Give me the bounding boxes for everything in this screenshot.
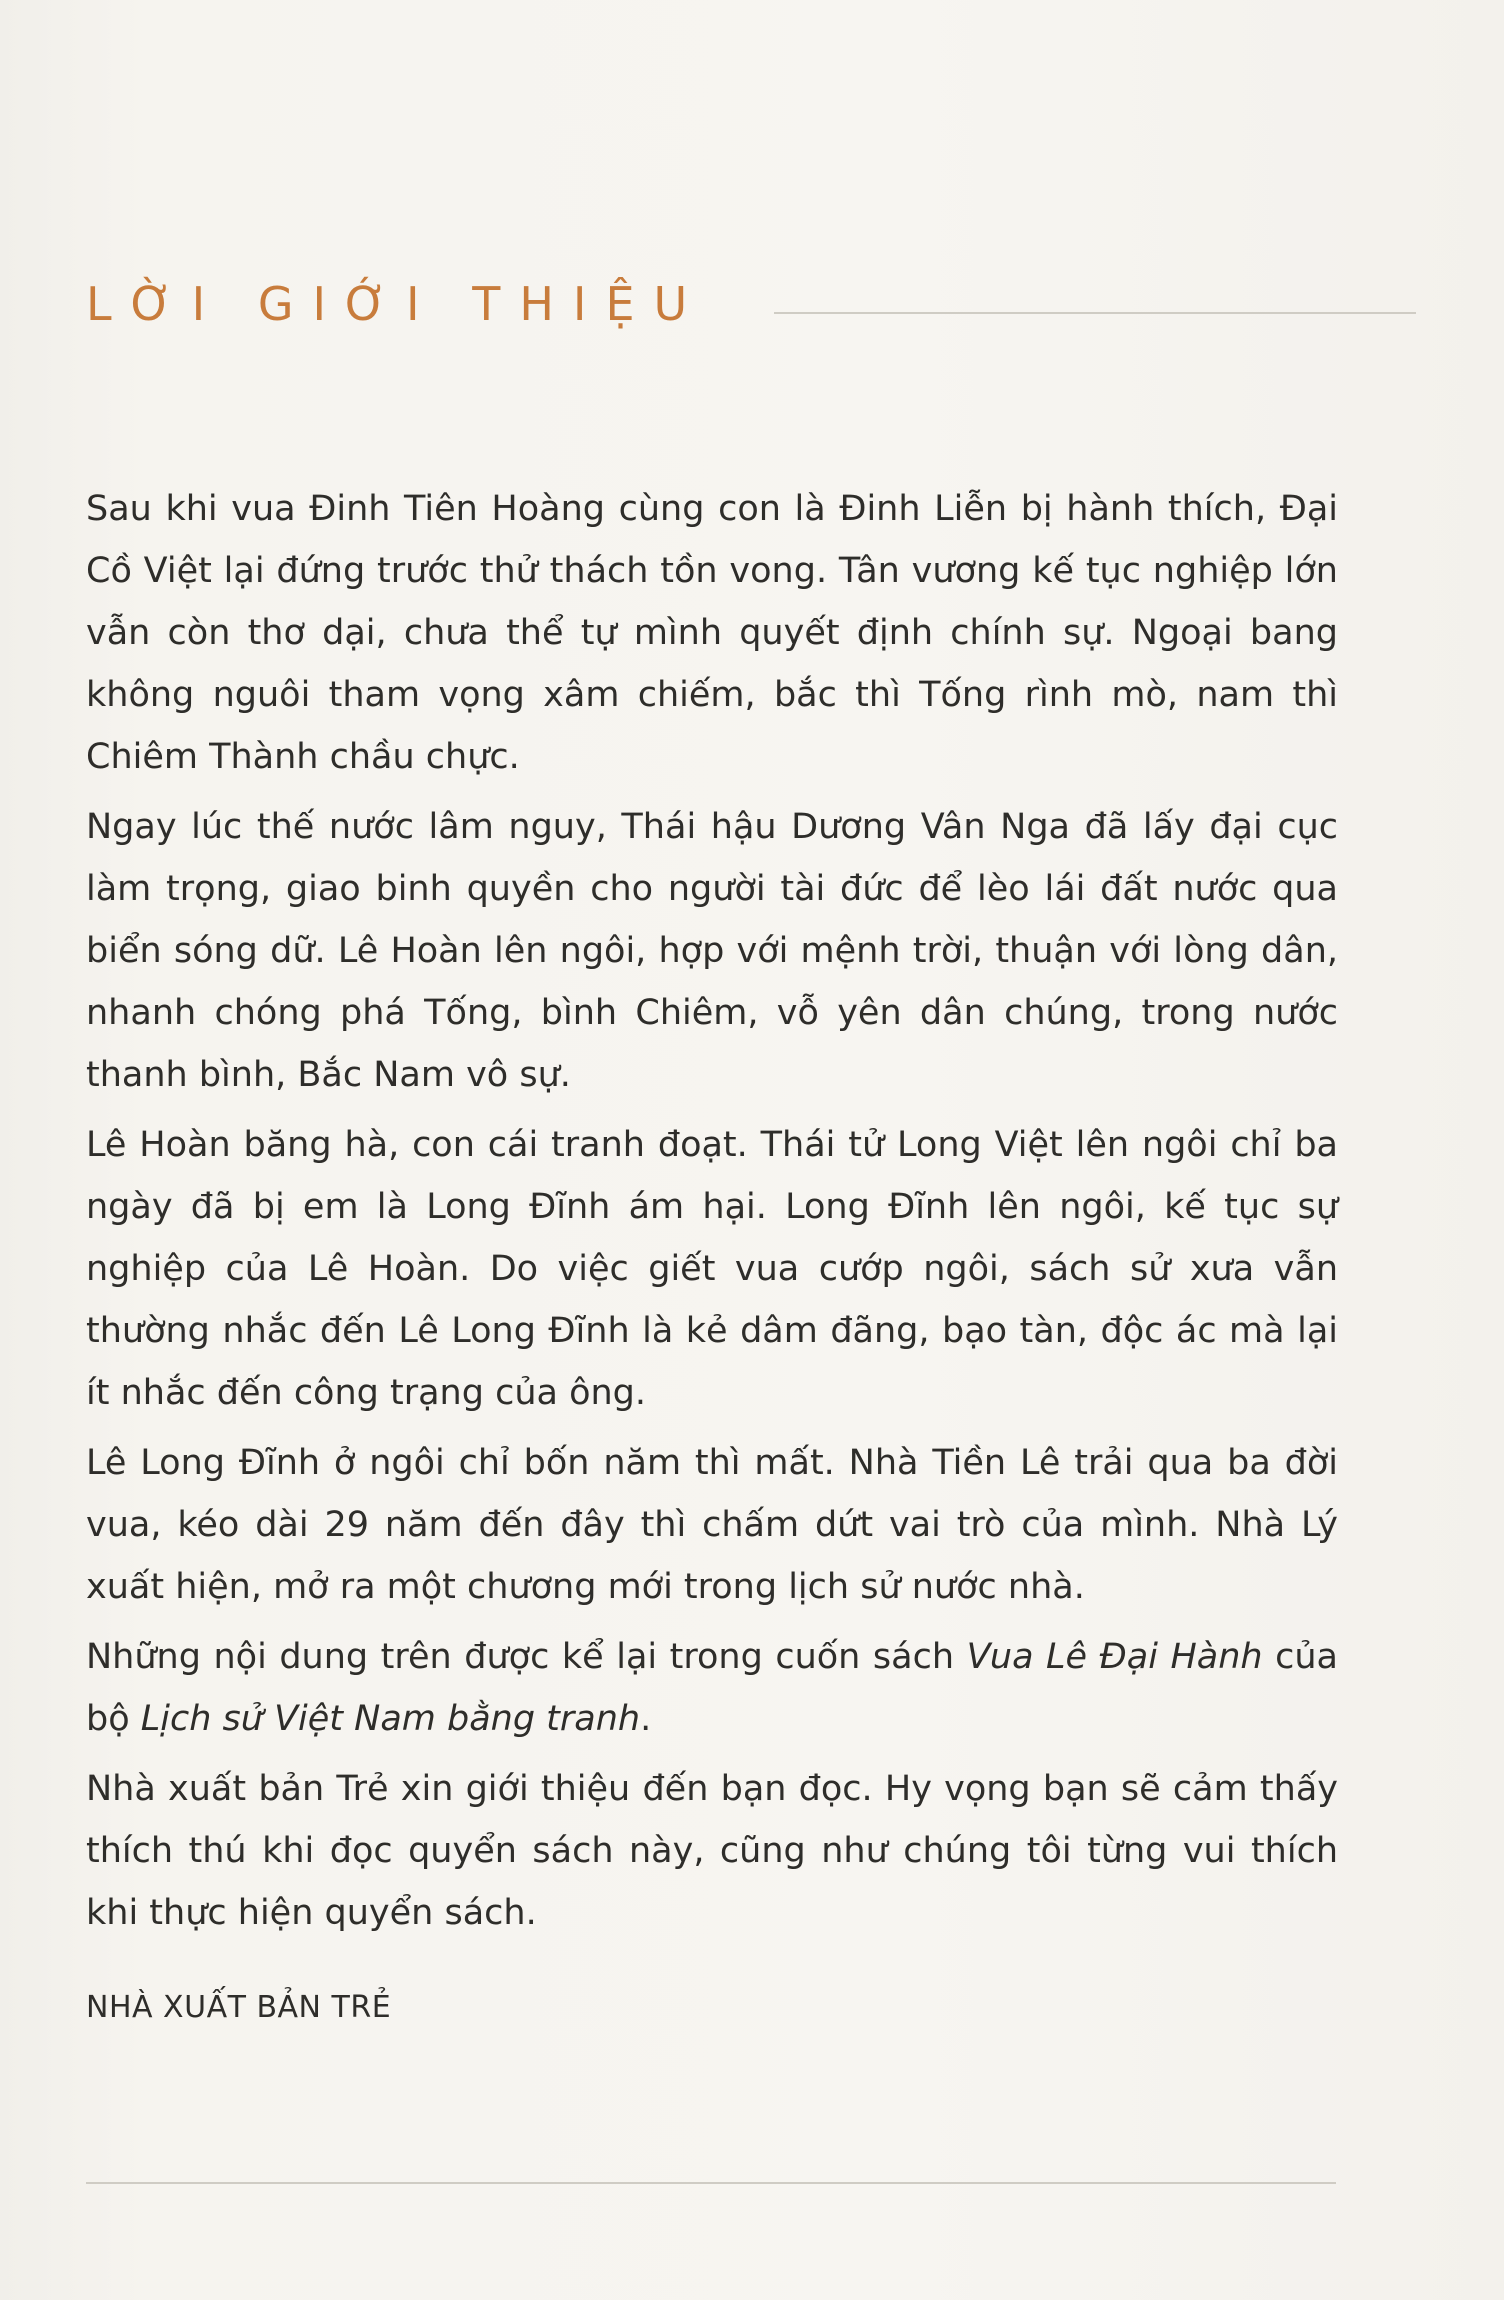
publisher-signature: NHÀ XUẤT BẢN TRẺ xyxy=(86,1990,392,2025)
paragraph-2: Ngay lúc thế nước lâm nguy, Thái hậu Dương Vân Nga đã lấy đại cục làm trọng, giao binh quyền cho người tài đức để lèo lái đất nước qua biển sóng dữ. Lê Hoàn lên ngôi, hợp với mệnh trời, thuận với lòng dân, nhanh chóng phá Tống, bình Chiêm, vỗ yên dân chúng, trong nước thanh bình, Bắc Nam vô sự. xyxy=(86,807,1338,1095)
paragraph-1: Sau khi vua Đinh Tiên Hoàng cùng con là Đinh Liễn bị hành thích, Đại Cồ Việt lại đứng trước thử thách tồn vong. Tân vương kế tục nghiệp lớn vẫn còn thơ dại, chưa thể tự mình quyết định chính sự. Ngoại bang không nguôi tham vọng xâm chiếm, bắc thì Tống rình mò, nam thì Chiêm Thành chầu chực. xyxy=(86,489,1338,777)
heading-divider xyxy=(774,312,1416,314)
book-title: Vua Lê Đại Hành xyxy=(966,1637,1263,1677)
series-title: Lịch sử Việt Nam bằng tranh xyxy=(140,1699,641,1739)
footer-divider xyxy=(86,2182,1336,2184)
paragraph-3: Lê Hoàn băng hà, con cái tranh đoạt. Thái tử Long Việt lên ngôi chỉ ba ngày đã bị em là Long Đĩnh ám hại. Long Đĩnh lên ngôi, kế tục sự nghiệp của Lê Hoàn. Do việc giết vua cướp ngôi, sách sử xưa vẫn thường nhắc đến Lê Long Đĩnh là kẻ dâm đãng, bạo tàn, độc ác mà lại ít nhắc đến công trạng của ông. xyxy=(86,1125,1338,1413)
introduction-body xyxy=(86,478,1338,1952)
heading-row xyxy=(86,272,1331,336)
paragraph-6: Nhà xuất bản Trẻ xin giới thiệu đến bạn đọc. Hy vọng bạn sẽ cảm thấy thích thú khi đọc quyển sách này, cũng như chúng tôi từng vui thích khi thực hiện quyển sách. xyxy=(86,1769,1338,1933)
page-title: LỜI GIỚI THIỆU xyxy=(86,277,707,331)
paragraph-5-text-after: . xyxy=(640,1699,652,1739)
paragraph-5-text-before: Những nội dung trên được kể lại trong cuốn sách xyxy=(86,1637,967,1677)
paragraph-5-text-middle: của bộ xyxy=(86,1637,1339,1739)
paragraph-5 xyxy=(86,1626,1338,1750)
paragraph-4: Lê Long Đĩnh ở ngôi chỉ bốn năm thì mất. Nhà Tiền Lê trải qua ba đời vua, kéo dài 29 năm đến đây thì chấm dứt vai trò của mình. Nhà Lý xuất hiện, mở ra một chương mới trong lịch sử nước nhà. xyxy=(86,1443,1338,1607)
